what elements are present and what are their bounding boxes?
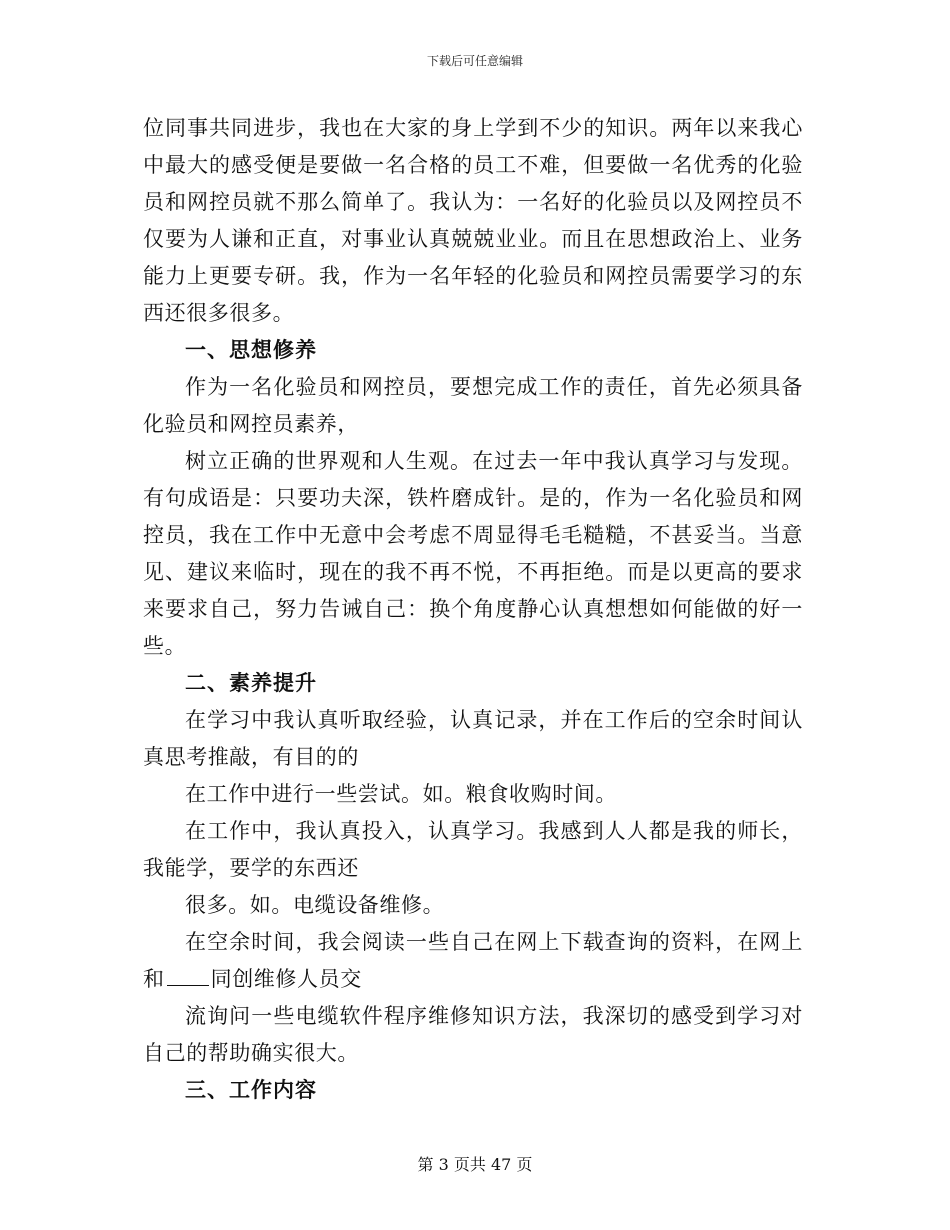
paragraph-7: 很多。如。电缆设备维修。 bbox=[185, 893, 445, 917]
paragraph-9: 流询问一些电缆软件程序维修知识方法，我深切的感受到学习对自己的帮助确实很大。 bbox=[143, 1004, 803, 1065]
paragraph-6: 在工作中，我认真投入，认真学习。我感到人人都是我的师长，我能学，要学的东西还 bbox=[143, 819, 803, 880]
paragraph-3: 树立正确的世界观和人生观。在过去一年中我认真学习与发现。有句成语是：只要功夫深，铁杵磨成针。是的，作为一名化验员和网控员，我在工作中无意中会考虑不周显得毛毛糙糙，不甚妥当。当意见、建议来临时，现在的我不再不悦，不再拒绝。而是以更高的要求来要求自己，努力告诫自己：换个角度静心认真想想如何能做的好一些。 bbox=[143, 449, 803, 658]
page-footer: 第 3 页共 47 页 bbox=[417, 1155, 533, 1174]
document-body bbox=[143, 110, 803, 1109]
section-heading-1: 一、思想修养 bbox=[185, 338, 317, 362]
blank-underline bbox=[167, 967, 209, 986]
page-header: 下载后可任意编辑 bbox=[426, 54, 523, 68]
paragraph-4: 在学习中我认真听取经验，认真记录，并在工作后的空余时间认真思考推敲，有目的的 bbox=[143, 708, 803, 769]
paragraph-1: 位同事共同进步，我也在大家的身上学到不少的知识。两年以来我心中最大的感受便是要做一名合格的员工不难，但要做一名优秀的化验员和网控员就不那么简单了。我认为：一名好的化验员以及网控员不仅要为人谦和正直，对事业认真兢兢业业。而且在思想政治上、业务能力上更要专研。我，作为一名年轻的化验员和网控员需要学习的东西还很多很多。 bbox=[143, 116, 803, 325]
paragraph-8-start: 在空余时间，我会阅读一些自己在网上下载查询的资料，在网上和 bbox=[143, 930, 803, 991]
section-heading-3: 三、工作内容 bbox=[185, 1078, 317, 1102]
paragraph-8-end: 同创维修人员交 bbox=[210, 967, 362, 991]
paragraph-8 bbox=[143, 924, 803, 998]
section-heading-2: 二、素养提升 bbox=[185, 671, 317, 695]
paragraph-2: 作为一名化验员和网控员，要想完成工作的责任，首先必须具备化验员和网控员素养， bbox=[143, 375, 803, 436]
paragraph-5: 在工作中进行一些尝试。如。粮食收购时间。 bbox=[185, 782, 617, 806]
